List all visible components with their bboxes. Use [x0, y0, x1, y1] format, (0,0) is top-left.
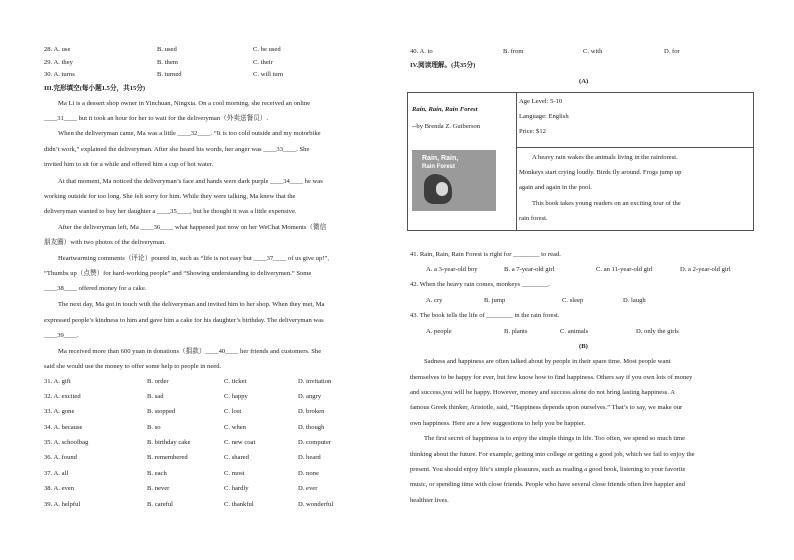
- passage-line: The next day, Ma got in touch with the deliveryman and invited him to her shop. When they met, Ma: [58, 301, 325, 308]
- option-a: A. people: [426, 328, 452, 335]
- passage-line: When the deliveryman came, Ma was a little ____32____. “It is too cold outside and my motorbike: [58, 130, 321, 137]
- option-d: D. invitation: [298, 378, 332, 385]
- option-a: A. cry: [426, 297, 443, 304]
- question-42: 42. When the heavy rain comes, monkeys ________.: [410, 281, 550, 288]
- option-c: C. thankful: [224, 501, 254, 508]
- price: Price: $12: [519, 128, 546, 135]
- passage-line: themselves to be happy for ever, but few know how to find happiness. Others say if you own lots of money: [410, 374, 693, 381]
- language: Language: English: [519, 113, 569, 120]
- option-b: B. turned: [157, 71, 182, 78]
- passage-line: didn’t work,” explained the deliveryman. After she heard his words, her anger was ____33____. She: [44, 146, 310, 153]
- passage-line: Heartwarming comments（评论）poured in, such as “life is not easy but ____37____ of us give up!”,: [58, 255, 330, 262]
- option-c: C. when: [224, 424, 246, 431]
- passage-line: music, or spending time with close friends. People who have several close friends often live happier and: [410, 481, 686, 488]
- book-cover-image: [412, 150, 496, 211]
- option-a: A. a 3-year-old boy: [426, 266, 478, 273]
- option-d: D. a 2-year-old girl: [680, 266, 731, 273]
- passage-line: working outside for too long. She felt sorry for him. While they were talking, Ma knew that the: [44, 193, 296, 200]
- book-description: rain forest.: [519, 215, 548, 222]
- book-description: This book takes young readers on an exciting tour of the: [532, 200, 681, 207]
- option-c: C. animals: [560, 328, 589, 335]
- passage-line: 朋友圈）with two photos of the deliveryman.: [44, 239, 166, 246]
- option-a: 39. A. helpful: [44, 501, 81, 508]
- option-b: B. careful: [147, 501, 173, 508]
- option-a: 29. A. they: [44, 59, 73, 66]
- option-a: 36. A. found: [44, 454, 77, 461]
- question-43: 43. The book tells the life of ________ in the rain forest.: [410, 312, 560, 319]
- passage-line: ____39____.: [44, 332, 79, 339]
- option-b: B. birthday cake: [147, 439, 191, 446]
- option-a: 28. A. use: [44, 46, 71, 53]
- option-b: B. used: [157, 46, 177, 53]
- passage-line: At that moment, Ma noticed the deliveryman’s face and hands were dark purple ____34____ he was: [58, 178, 323, 185]
- book-description: A heavy rain wakes the animals living in the rainforest.: [532, 154, 678, 161]
- option-c: C. shared: [224, 454, 249, 461]
- passage-line: expressed people’s kindness to him and gave him a cake for his daughter’s birthday. The deliveryman was: [44, 317, 324, 324]
- passage-line: Ma received more than 600 yuan in donations（捐款）____40____ her friends and customers. She: [58, 348, 322, 355]
- option-d: D. only the girls: [636, 328, 679, 335]
- passage-line: present. You should enjoy life’s simple pleasures, such as reading a good book, listening to your favorite: [410, 466, 686, 473]
- option-c: C. will turn: [253, 71, 284, 78]
- option-d: D. for: [664, 48, 680, 55]
- option-c: C. happy: [224, 393, 248, 400]
- option-b: B. from: [503, 48, 524, 55]
- option-c: C. their: [253, 59, 273, 66]
- option-c: C. with: [583, 48, 603, 55]
- option-c: C. ticket: [224, 378, 247, 385]
- option-c: C. sleep: [562, 297, 584, 304]
- cover-title: Rain, Rain,: [422, 155, 459, 162]
- passage-line: and success,you will be happy. However, money and success alone do not bring lasting happiness. A: [410, 389, 676, 396]
- book-title: Rain, Rain, Rain Forest: [412, 106, 478, 113]
- book-description: again and again in the pool.: [519, 184, 592, 191]
- passage-line: invited him to sit for a while and offered him a cup of hot water.: [44, 161, 214, 168]
- option-a: 40. A. to: [410, 48, 433, 55]
- cover-subtitle: Rain Forest: [422, 164, 456, 170]
- option-a: 37. A. all: [44, 470, 69, 477]
- option-b: B. so: [147, 424, 161, 431]
- option-a: 30. A. turns: [44, 71, 75, 78]
- passage-line: Sadness and happiness are often talked about by people in their spare time. Most people want: [424, 358, 671, 365]
- option-c: C. lost: [224, 408, 242, 415]
- option-a: 33. A. gone: [44, 408, 75, 415]
- passage-line: healthier lives.: [410, 497, 449, 504]
- section-title-cloze: III.完形填空(每小题1.5分，共15分): [44, 85, 146, 92]
- option-b: B. each: [147, 470, 167, 477]
- option-b: B. order: [147, 378, 169, 385]
- passage-line: said she would use the money to offer some help to people in need.: [44, 363, 222, 370]
- option-a: 38. A. even: [44, 485, 75, 492]
- option-a: 34. A. because: [44, 424, 83, 431]
- option-c: C. new coat: [224, 439, 256, 446]
- option-b: B. a 7-year-old girl: [504, 266, 555, 273]
- passage-line: ____38____ offered money for a cake.: [44, 285, 147, 292]
- book-description: Monkeys start crying loudly. Birds fly around. Frogs jump up: [519, 169, 682, 176]
- option-c: C. most: [224, 470, 245, 477]
- option-c: C. hardly: [224, 485, 249, 492]
- option-d: D. wonderful: [298, 501, 334, 508]
- passage-line: deliveryman wanted to buy her daughter a ____35____, but he thought it was a little expensive.: [44, 208, 297, 215]
- section-title-reading: IV.阅读理解。(共35分): [410, 62, 476, 69]
- option-b: B. plants: [504, 328, 528, 335]
- passage-line: thinking about the future. For example, getting into college or getting a good job, which we fail to enjoy the: [410, 451, 695, 458]
- option-b: B. remembered: [147, 454, 188, 461]
- option-d: D. broken: [298, 408, 325, 415]
- option-a: 35. A. schoolbag: [44, 439, 89, 446]
- option-c: C. be used: [253, 46, 281, 53]
- option-b: B. jump: [484, 297, 506, 304]
- option-b: B. them: [157, 59, 178, 66]
- book-author: --by Brenda Z. Guiberson: [412, 123, 481, 130]
- passage-line: own happiness. Here are a few suggestions to help you be happier.: [410, 420, 586, 427]
- option-c: C. an 11-year-old girl: [596, 266, 653, 273]
- option-a: 32. A. excited: [44, 393, 81, 400]
- passage-line: famous Greek thinker, Aristotle, said, “Happiness depends upon ourselves.” That’s to say, we make our: [410, 404, 683, 411]
- option-d: D. angry: [298, 393, 322, 400]
- age-level: Age Level: 5-10: [519, 98, 563, 105]
- option-b: B. sad: [147, 393, 164, 400]
- passage-label-b: (B): [579, 343, 588, 350]
- option-d: D. none: [298, 470, 319, 477]
- passage-line: After the deliveryman left, Ma ____36____ what happened just now on her WeChat Moments（微信: [58, 224, 327, 231]
- table-divider: [516, 147, 753, 148]
- passage-line: The first secret of happiness is to enjoy the simple things in life. Too often, we spend so much time: [424, 435, 686, 442]
- passage-line: ____31____ but it took an hour for her to wait for the deliveryman（外卖送餐员）.: [44, 115, 268, 122]
- option-b: B. stopped: [147, 408, 176, 415]
- option-d: D. though: [298, 424, 325, 431]
- question-41: 41. Rain, Rain, Rain Forest is right for ________ to read.: [410, 251, 561, 258]
- passage-line: Ma Li is a dessert shop owner in Yinchuan, Ningxia. On a cool morning, she received an online: [58, 100, 311, 107]
- option-a: 31. A. gift: [44, 378, 71, 385]
- table-divider: [516, 93, 517, 230]
- cover-illustration: [436, 182, 448, 196]
- option-d: D. computer: [298, 439, 331, 446]
- option-d: D. laugh: [623, 297, 646, 304]
- option-d: D. ever: [298, 485, 318, 492]
- book-info-table: [407, 92, 754, 231]
- passage-line: “Thumbs up（点赞）for hard-working people” and “Showing understanding to deliverymen.” Some: [44, 270, 312, 277]
- passage-label-a: (A): [579, 78, 589, 85]
- option-b: B. never: [147, 485, 170, 492]
- option-d: D. heard: [298, 454, 321, 461]
